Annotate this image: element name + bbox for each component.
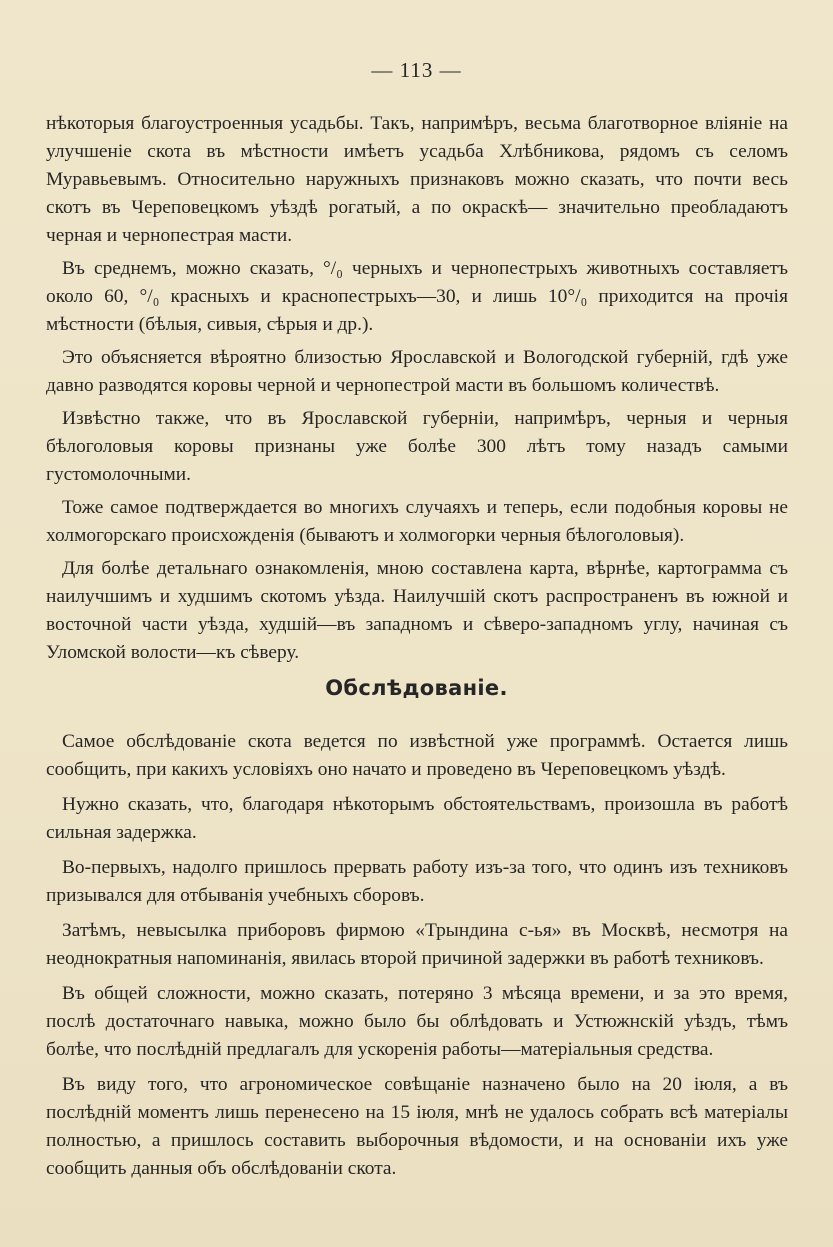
paragraph: Въ среднемъ, можно сказать, °/₀ черныхъ и чернопестрыхъ животныхъ составляетъ около 60, °/₀ красныхъ и краснопестрыхъ—30, и лишь 10°/₀ приходится на прочія мѣстности (бѣлыя, сивыя, сѣрыя и др.). [46, 258, 788, 335]
section-continuation [46, 110, 788, 672]
paragraph: Затѣмъ, невысылка приборовъ фирмою «Трындина с-ья» въ Москвѣ, несмотря на неоднократныя напоминанія, явилась второй причиной задержки въ работѣ техниковъ. [46, 920, 788, 969]
paragraph: Самое обслѣдованіе скота ведется по извѣстной уже программѣ. Остается лишь сообщить, при какихъ условіяхъ оно начато и проведено въ Череповецкомъ уѣздѣ. [46, 731, 788, 780]
section-obsledovanie [46, 728, 788, 1190]
page-number: — 113 — [371, 58, 462, 82]
paragraph: нѣкоторыя благоустроенныя усадьбы. Такъ, напримѣръ, весьма благотворное вліяніе на улучшеніе скота въ мѣстности имѣетъ усадьба Хлѣбникова, рядомъ съ селомъ Муравьевымъ. Относительно наружныхъ признаковъ можно сказать, что почти весь скотъ въ Череповецкомъ уѣздѣ рогатый, а по окраскѣ— значительно преобладаютъ черная и чернопестрая масти. [46, 113, 788, 246]
paragraph: Извѣстно также, что въ Ярославской губерніи, напримѣръ, черныя и черныя бѣлоголовыя коровы признаны уже болѣе 300 лѣтъ тому назадъ самыми густомолочными. [46, 408, 788, 485]
paragraph: Во-первыхъ, надолго пришлось прервать работу изъ-за того, что одинъ изъ техниковъ призывался для отбыванія учебныхъ сборовъ. [46, 857, 788, 906]
paragraph: Въ общей сложности, можно сказать, потеряно 3 мѣсяца времени, и за это время, послѣ достаточнаго навыка, можно было бы облѣдовать и Устюжнскій уѣздъ, тѣмъ болѣе, что послѣдній предлагалъ для ускоренія работы—матеріальныя средства. [46, 983, 788, 1060]
section-heading: Обслѣдованіе. [325, 676, 508, 700]
paragraph: Для болѣе детальнаго ознакомленія, мною составлена карта, вѣрнѣе, картограмма съ наилучшимъ и худшимъ скотомъ уѣзда. Наилучшій скотъ распространенъ въ южной и восточной части уѣзда, худшій—въ западномъ и сѣверо-западномъ углу, начиная съ Уломской волости—къ сѣверу. [46, 558, 788, 663]
paragraph: Нужно сказать, что, благодаря нѣкоторымъ обстоятельствамъ, произошла въ работѣ сильная задержка. [46, 794, 788, 843]
paragraph: Въ виду того, что агрономическое совѣщаніе назначено было на 20 іюля, а въ послѣдній моментъ лишь перенесено на 15 іюля, мнѣ не удалось собрать всѣ матеріалы полностью, а пришлось составить выборочныя вѣдомости, и на основаніи ихъ уже сообщить данныя объ обслѣдованіи скота. [46, 1074, 788, 1179]
paragraph: Тоже самое подтверждается во многихъ случаяхъ и теперь, если подобныя коровы не холмогорскаго происхожденія (бываютъ и холмогорки черныя бѣлоголовыя). [46, 497, 788, 546]
paragraph: Это объясняется вѣроятно близостью Ярославской и Вологодской губерній, гдѣ уже давно разводятся коровы черной и чернопестрой масти въ большомъ количествѣ. [46, 347, 788, 396]
